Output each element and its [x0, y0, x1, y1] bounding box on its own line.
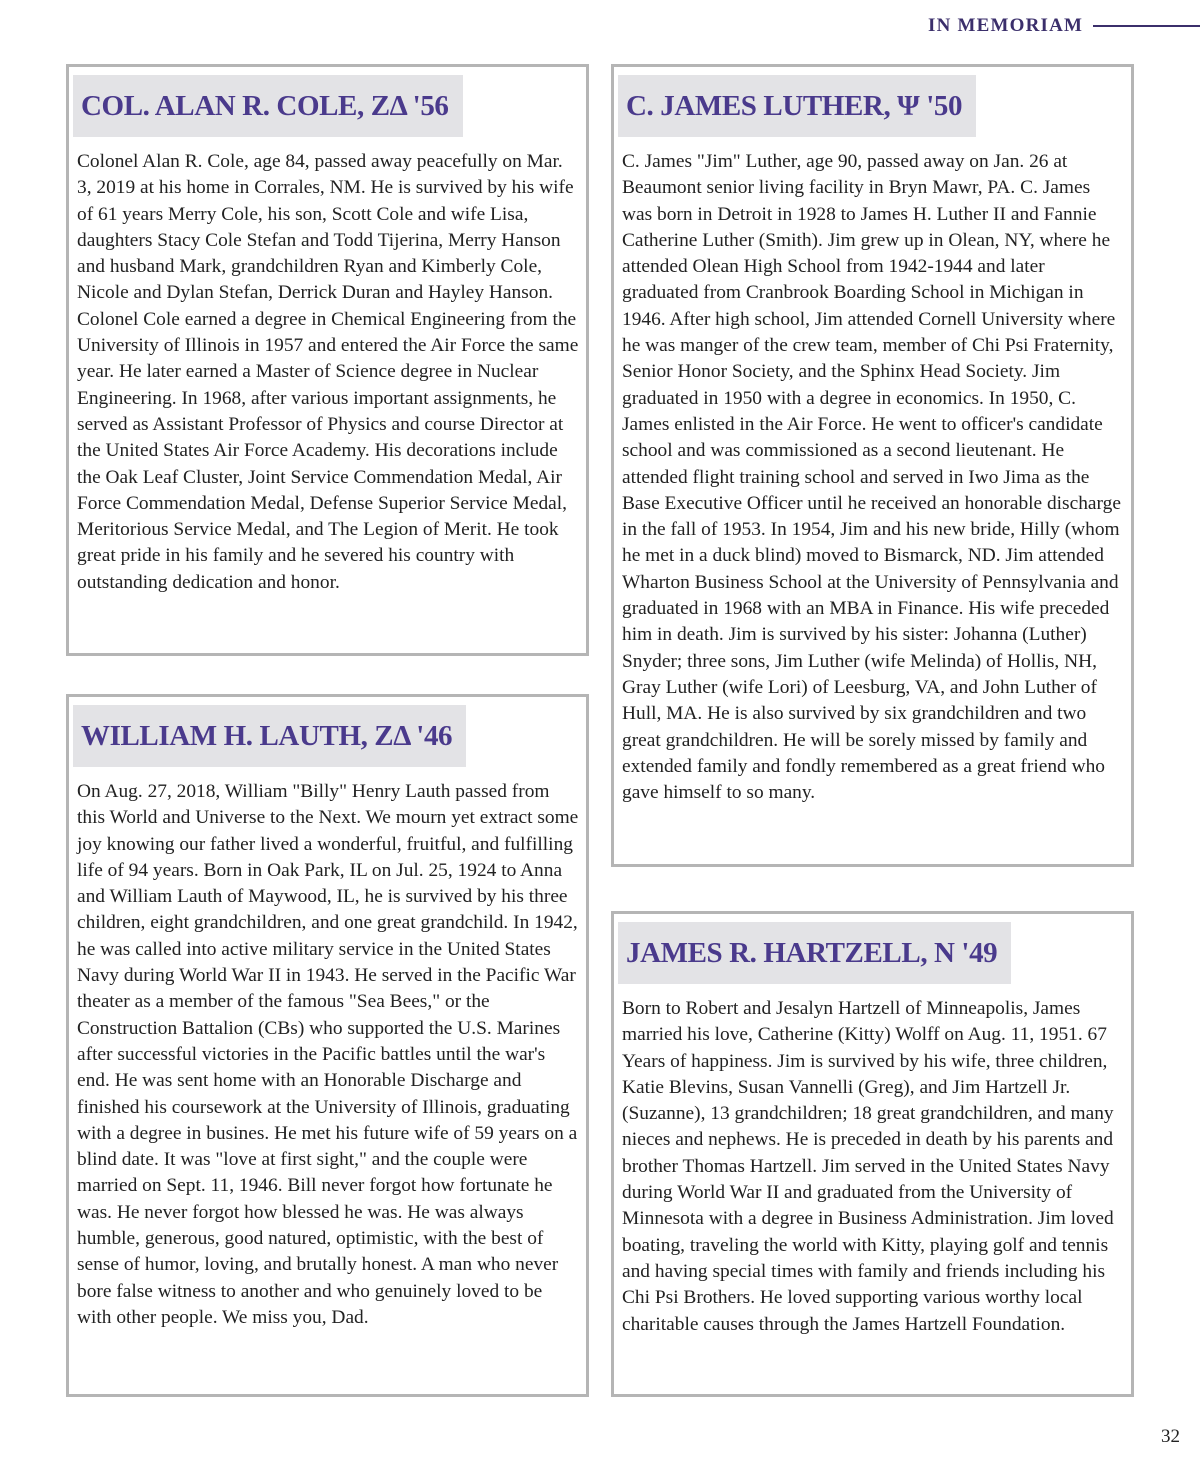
obituary-text: C. James "Jim" Luther, age 90, passed away on Jan. 26 at Beaumont senior living facility in Bryn Mawr, PA. C. James was born in Detroit in 1928 to James H. Luther II and Fannie Catherine Luther (Smith). Jim grew up in Olean, NY, where he attended Olean High School from 1942-1944 and later graduated from Cranbrook Boarding School in Michigan in 1946. After high school, Jim attended Cornell University where he was manger of the crew team, member of Chi Psi Fraternity, Senior Honor Society, and the Sphinx Head Society. Jim graduated in 1950 with a degree in economics. In 1950, C. James enlisted in the Air Force. He went to officer's candidate school and was commissioned as a second lieutenant. He attended flight training school and served in Iwo Jima as the Base Executive Officer until he received an honorable discharge in the fall of 1953. In 1954, Jim and his new bride, Hilly (whom he met in a duck blind) moved to Bismarck, ND. Jim attended Wharton Business School at the University of Pennsylvania and graduated in 1968 with an MBA in Finance. His wife preceded him in death. Jim is survived by his sister: Johanna (Luther) Snyder; three sons, Jim Luther (wife Melinda) of Hollis, NH, Gray Luther (wife Lori) of Leesburg, VA, and John Luther of Hull, MA. He is also survived by six grandchildren and two great grandchildren. He will be sorely missed by family and extended family and fondly remembered as a great friend who gave himself to so many. [622, 151, 1121, 804]
obituary-text: Colonel Alan R. Cole, age 84, passed away peacefully on Mar. 3, 2019 at his home in Corrales, NM. He is survived by his wife of 61 years Merry Cole, his son, Scott Cole and wife Lisa, daughters Stacy Cole Stefan and Todd Tijerina, Merry Hanson and husband Mark, grandchildren Ryan and Kimberly Cole, Nicole and Dylan Stefan, Derrick Duran and Hayley Hanson. Colonel Cole earned a degree in Chemical Engineering from the University of Illinois in 1957 and entered the Air Force the same year. He later earned a Master of Science degree in Nuclear Engineering. In 1968, after various important assignments, he served as Assistant Professor of Physics and course Director at the United States Air Force Academy. His decorations include the Oak Leaf Cluster, Joint Service Commendation Medal, Air Force Commendation Medal, Defense Superior Service Medal, Meritorious Service Medal, and The Legion of Merit. He took great pride in his family and he severed his country with outstanding dedication and honor. [77, 151, 579, 593]
obituary-card-luther [611, 64, 1134, 867]
obituary-card-cole [66, 64, 589, 656]
section-label: IN MEMORIAM [928, 15, 1084, 36]
obituary-card-hartzell [611, 911, 1134, 1397]
obituary-text: Born to Robert and Jesalyn Hartzell of Minneapolis, James married his love, Catherine (Kitty) Wolff on Aug. 11, 1951. 67 Years of happiness. Jim is survived by his wife, three children, Katie Blevins, Susan Vannelli (Greg), and Jim Hartzell Jr. (Suzanne), 13 grandchildren; 18 great grandchildren, and many nieces and nephews. He is preceded in death by his parents and brother Thomas Hartzell. Jim served in the United States Navy during World War II and graduated from the University of Minnesota with a degree in Business Administration. Jim loved boating, traveling the world with Kitty, playing golf and tennis and having special times with family and friends including his Chi Psi Brothers. He loved supporting various worthy local charitable causes through the James Hartzell Foundation. [622, 998, 1114, 1335]
obituary-text: On Aug. 27, 2018, William "Billy" Henry Lauth passed from this World and Universe to the Next. We mourn yet extract some joy knowing our father lived a wonderful, fruitful, and fulfilling life of 94 years. Born in Oak Park, IL on Jul. 25, 1924 to Anna and William Lauth of Maywood, IL, he is survived by his three children, eight grandchildren, and one great grandchild. In 1942, he was called into active military service in the United States Navy during World War II in 1943. He served in the Pacific War theater as a member of the famous "Sea Bees," or the Construction Battalion (CBs) who supported the U.S. Marines after successful victories in the Pacific battles until the war's end. He was sent home with an Honorable Discharge and finished his coursework at the University of Illinois, graduating with a degree in busines. He met his future wife of 59 years on a blind date. It was "love at first sight," and the couple were married on Sept. 11, 1946. Bill never forgot how fortunate he was. He never forgot how blessed he was. He was always humble, generous, good natured, optimistic, with the best of sense of humor, loving, and brutally honest. A man who never bore false witness to another and who genuinely loved to be with other people. We miss you, Dad. [77, 781, 579, 1328]
obituary-name: WILLIAM H. LAUTH, ZΔ '46 [73, 705, 466, 767]
obituary-card-lauth [66, 694, 589, 1397]
obituary-name: JAMES R. HARTZELL, N '49 [618, 922, 1011, 984]
section-header [928, 12, 1200, 40]
obituary-name: C. JAMES LUTHER, Ψ '50 [618, 75, 976, 137]
obituary-name: COL. ALAN R. COLE, ZΔ '56 [73, 75, 463, 137]
page-number: 32 [1161, 1426, 1180, 1447]
header-rule [1093, 25, 1200, 27]
